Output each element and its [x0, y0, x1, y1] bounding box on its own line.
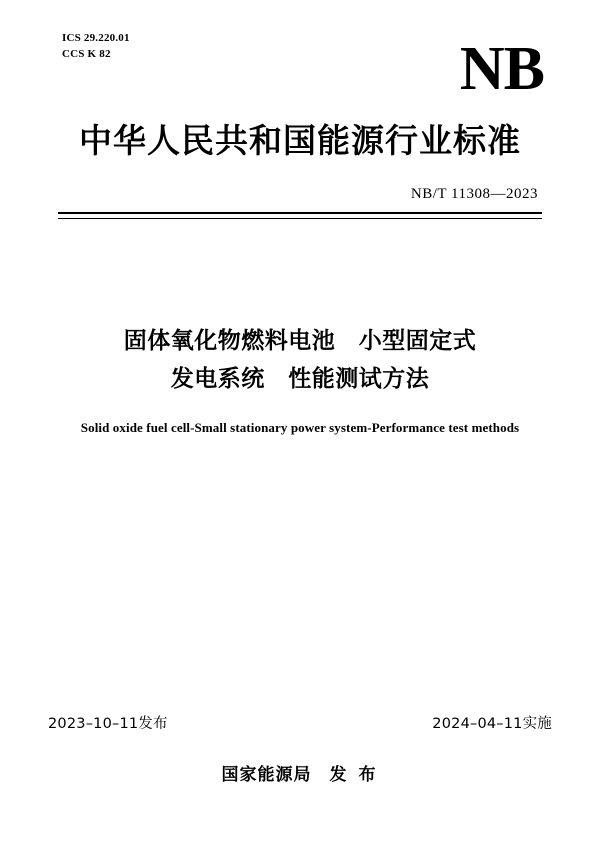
divider-thin [58, 218, 542, 219]
standard-number: NB/T 11308—2023 [410, 186, 538, 202]
classification-codes [62, 30, 130, 62]
document-title-line-2: 发电系统 性能测试方法 [170, 366, 430, 392]
divider-thick [58, 212, 542, 214]
document-title-line-1: 固体氧化物燃料电池 小型固定式 [123, 328, 477, 354]
ccs-code: CCS K 82 [62, 48, 111, 60]
issue-date: 2023–10–11发布 [48, 716, 168, 732]
publisher-publish-label: 发 布 [329, 765, 379, 785]
ics-code: ICS 29.220.01 [62, 32, 130, 44]
document-title-english: Solid oxide fuel cell-Small stationary power system-Performance test methods [80, 420, 520, 435]
document-title [0, 322, 600, 398]
implementation-date: 2024–04–11实施 [432, 716, 552, 732]
publisher-authority: 国家能源局 [221, 765, 312, 785]
publisher-footer [0, 760, 600, 785]
national-standard-title: 中华人民共和国能源行业标准 [79, 121, 521, 160]
nb-logo: NB [459, 35, 544, 103]
